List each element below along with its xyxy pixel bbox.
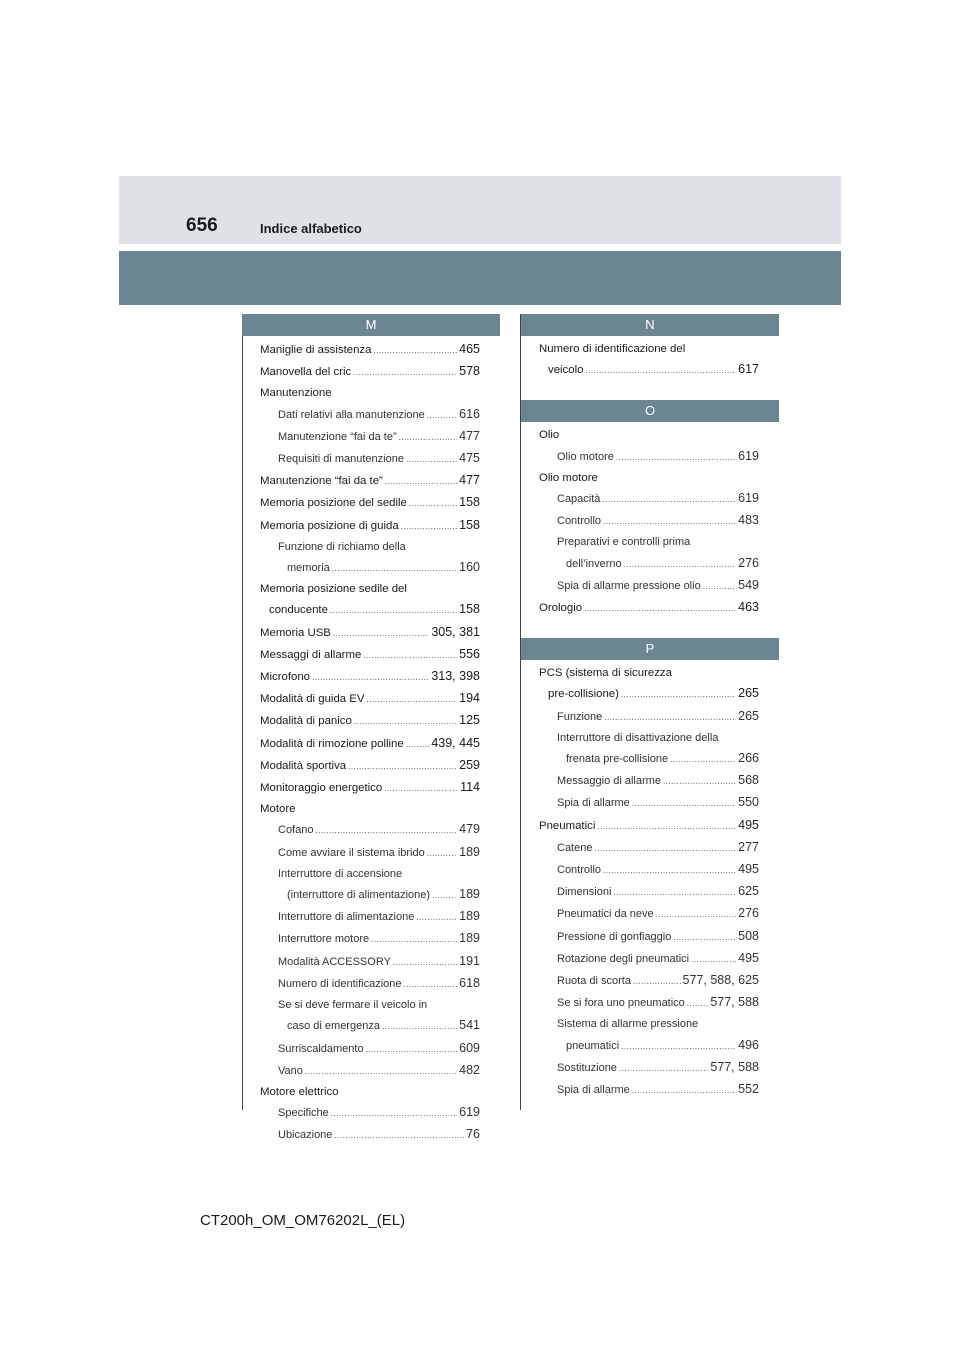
entry-page-ref[interactable]: 477: [459, 428, 480, 443]
dot-leader: [409, 494, 457, 514]
entry-label: Pneumatici da neve: [557, 908, 654, 921]
entry-page-ref[interactable]: 617: [738, 362, 759, 377]
index-entry: [260, 777, 480, 799]
index-entry: [539, 532, 759, 552]
dot-leader: [632, 1081, 736, 1101]
index-entry: [260, 1102, 480, 1124]
entry-label: Orologio: [539, 602, 583, 615]
entry-page-ref[interactable]: 625: [738, 884, 759, 899]
index-entry: [539, 663, 759, 683]
index-entry: [260, 799, 480, 819]
entry-page-ref[interactable]: 158: [459, 602, 480, 617]
dot-leader: [687, 994, 709, 1014]
entry-label: Preparativi e controlli prima: [557, 536, 691, 549]
entry-label: Spia di allarme: [557, 797, 630, 810]
index-entry: [539, 706, 759, 728]
dot-leader: [670, 750, 736, 770]
entry-page-ref[interactable]: 465: [459, 342, 480, 356]
entry-label: Dati relativi alla manutenzione: [278, 408, 425, 421]
index-entry: [539, 553, 759, 575]
index-entry: [539, 948, 759, 970]
letter-heading-o: O: [521, 400, 779, 422]
entry-page-ref[interactable]: 577, 588: [710, 995, 759, 1010]
document-code: CT200h_OM_OM76202L_(EL): [200, 1212, 406, 1229]
dot-leader: [404, 975, 458, 995]
dot-leader: [348, 757, 457, 777]
entry-page-ref[interactable]: 616: [459, 406, 480, 421]
index-entry: [539, 488, 759, 510]
dot-leader: [401, 517, 457, 537]
entry-page-ref[interactable]: 265: [738, 708, 759, 723]
entry-label: Modalità di panico: [260, 715, 352, 728]
dot-leader: [371, 930, 457, 950]
index-entry: [260, 339, 480, 361]
dot-leader: [393, 953, 457, 973]
entry-label: Se si deve fermare il veicolo in: [278, 999, 428, 1012]
right-column-rule: [520, 314, 521, 1110]
entry-label: caso di emergenza: [287, 1020, 380, 1033]
dot-leader: [603, 861, 736, 881]
index-entry: [260, 755, 480, 777]
index-entry: [260, 928, 480, 950]
index-entry: [539, 339, 759, 359]
entry-page-ref[interactable]: 191: [459, 953, 480, 968]
index-entry: [260, 557, 480, 579]
index-entry: [260, 383, 480, 403]
dot-leader: [584, 599, 736, 619]
index-entry: [260, 579, 480, 599]
entry-label: Controllo: [557, 864, 602, 877]
dot-leader: [406, 735, 430, 755]
index-entry: [539, 510, 759, 532]
index-entry: [260, 1038, 480, 1060]
dot-leader: [385, 472, 457, 492]
index-entry: [539, 970, 759, 992]
section-spacer: [530, 619, 759, 638]
dot-leader: [656, 905, 737, 925]
entry-page-ref[interactable]: 549: [738, 577, 759, 592]
entry-page-ref[interactable]: 158: [459, 517, 480, 532]
entry-page-ref[interactable]: 266: [738, 751, 759, 766]
section-spacer: [530, 381, 759, 400]
index-entry: [260, 1015, 480, 1037]
header-band: [119, 176, 841, 244]
dot-leader: [406, 450, 457, 470]
entry-label: dell’inverno: [566, 557, 622, 570]
index-entry: [260, 819, 480, 841]
entry-label: Modalità ACCESSORY: [278, 955, 391, 968]
entry-label: Manutenzione “fai da te”: [260, 475, 383, 488]
left-column-rule: [242, 314, 243, 1110]
dot-leader: [427, 406, 457, 426]
entry-page-ref[interactable]: 482: [459, 1062, 480, 1077]
index-entry: [260, 515, 480, 537]
entry-page-ref[interactable]: 114: [460, 780, 480, 795]
left-index-column: [251, 314, 480, 1147]
dot-leader: [633, 972, 681, 992]
index-entry: [260, 884, 480, 906]
entry-label: Se si fora uno pneumatico: [557, 997, 685, 1010]
entry-label: Vano: [278, 1064, 303, 1077]
index-entry: [260, 644, 480, 666]
entry-label: Surriscaldamento: [278, 1042, 364, 1055]
entry-page-ref[interactable]: 556: [459, 646, 480, 661]
entry-label: Interruttore di accensione: [278, 867, 403, 880]
index-entry: [260, 666, 480, 688]
entry-label: Ubicazione: [278, 1129, 333, 1142]
entry-page-ref[interactable]: 305, 381: [431, 624, 480, 639]
index-entry: [539, 992, 759, 1014]
entry-page-ref[interactable]: 158: [459, 495, 480, 510]
entry-label: memoria: [287, 562, 330, 575]
entry-page-ref[interactable]: 463: [738, 600, 759, 615]
entry-page-ref[interactable]: 495: [738, 862, 759, 877]
entry-page-ref[interactable]: 125: [459, 713, 480, 728]
entry-page-ref[interactable]: 265: [738, 686, 759, 701]
entry-label: Dimensioni: [557, 886, 612, 899]
index-entry: [539, 926, 759, 948]
dot-leader: [621, 685, 736, 705]
dot-leader: [663, 772, 736, 792]
index-entry: [539, 1057, 759, 1079]
dot-leader: [632, 794, 736, 814]
entry-page-ref[interactable]: 619: [738, 448, 759, 463]
index-entry: [260, 995, 480, 1015]
page-number: 656: [186, 215, 218, 236]
index-entry: [260, 404, 480, 426]
dot-leader: [353, 363, 457, 383]
index-entry: [260, 688, 480, 710]
dot-leader: [382, 1017, 457, 1037]
index-entry: [539, 468, 759, 488]
entry-label: Come avviare il sistema ibrido: [278, 846, 425, 859]
entry-label: Messaggio di allarme: [557, 775, 661, 788]
entry-label: Olio motore: [557, 450, 614, 463]
entry-page-ref[interactable]: 277: [738, 839, 759, 854]
entry-page-ref[interactable]: 189: [459, 909, 480, 924]
index-entry: [539, 597, 759, 619]
index-entry: [539, 446, 759, 468]
index-entry: [539, 683, 759, 705]
entry-label: Memoria posizione del sedile: [260, 497, 407, 510]
entry-page-ref[interactable]: 259: [459, 757, 480, 772]
index-entry: [260, 906, 480, 928]
index-entries-m: [251, 336, 480, 1147]
index-entry: [539, 815, 759, 837]
entry-page-ref[interactable]: 194: [459, 691, 480, 706]
entry-label: Modalità sportiva: [260, 759, 347, 772]
dot-leader: [332, 559, 457, 579]
index-entry: [260, 864, 480, 884]
entry-page-ref[interactable]: 578: [459, 364, 480, 379]
dot-leader: [366, 1040, 458, 1060]
entry-label: frenata pre-collisione: [566, 753, 669, 766]
dot-leader: [315, 821, 457, 841]
index-entry: [539, 359, 759, 381]
dot-leader: [597, 817, 736, 837]
entry-label: Pressione di gonfiaggio: [557, 930, 672, 943]
entry-page-ref[interactable]: 568: [738, 773, 759, 788]
entry-label: Ruota di scorta: [557, 975, 631, 988]
entry-label: Numero di identificazione: [278, 977, 402, 990]
letter-heading-n: N: [521, 314, 779, 336]
dot-leader: [354, 712, 457, 732]
entry-label: Controllo: [557, 515, 602, 528]
entry-page-ref[interactable]: 496: [738, 1037, 759, 1052]
dot-leader: [366, 690, 457, 710]
entry-page-ref[interactable]: 495: [738, 817, 759, 832]
entry-page-ref[interactable]: 495: [738, 950, 759, 965]
entry-label: Microfono: [260, 671, 311, 684]
dot-leader: [363, 646, 457, 666]
entry-label: veicolo: [548, 364, 584, 377]
entry-label: Interruttore motore: [278, 933, 370, 946]
index-entry: [260, 448, 480, 470]
dot-leader: [613, 883, 736, 903]
entry-page-ref[interactable]: 189: [459, 887, 480, 902]
index-entry: [539, 1014, 759, 1034]
entry-label: Pneumatici: [539, 819, 596, 832]
index-entry: [539, 903, 759, 925]
index-entries-o: [530, 422, 759, 619]
entry-label: Memoria USB: [260, 626, 331, 639]
index-entry: [260, 492, 480, 514]
entry-label: Memoria posizione di guida: [260, 519, 399, 532]
index-entry: [260, 1124, 480, 1146]
entry-label: Messaggi di allarme: [260, 648, 362, 661]
entry-label: Numero di identificazione del: [539, 343, 686, 355]
index-entry: [539, 1079, 759, 1101]
entry-label: Interruttore di alimentazione: [278, 911, 415, 924]
index-entry: [260, 361, 480, 383]
entry-label: Manutenzione: [260, 387, 332, 400]
entry-label: Catene: [557, 841, 593, 854]
entry-page-ref[interactable]: 479: [459, 822, 480, 837]
entry-label: Spia di allarme: [557, 1084, 630, 1097]
index-entry: [539, 881, 759, 903]
index-entries-n: [530, 336, 759, 381]
entry-label: Sistema di allarme pressione: [557, 1018, 699, 1031]
entry-page-ref[interactable]: 313, 398: [431, 669, 480, 684]
section-band: [119, 251, 841, 305]
entry-label: Olio motore: [539, 471, 598, 484]
entry-page-ref[interactable]: 541: [459, 1018, 480, 1033]
index-entry: [539, 728, 759, 748]
index-entry: [539, 575, 759, 597]
entry-label: Modalità di guida EV: [260, 693, 365, 706]
dot-leader: [594, 839, 736, 859]
right-index-column: [530, 314, 759, 1101]
entry-label: Funzione: [557, 710, 603, 723]
dot-leader: [603, 512, 736, 532]
index-entry: [539, 859, 759, 881]
entry-page-ref[interactable]: 160: [459, 560, 480, 575]
entry-label: Manutenzione “fai da te”: [278, 430, 397, 443]
entry-label: pneumatici: [566, 1039, 620, 1052]
dot-leader: [305, 1062, 457, 1082]
index-entry: [260, 426, 480, 448]
dot-leader: [619, 1059, 708, 1079]
dot-leader: [621, 1037, 736, 1057]
index-entry: [539, 837, 759, 859]
entry-page-ref[interactable]: 619: [738, 491, 759, 506]
dot-leader: [624, 555, 736, 575]
dot-leader: [416, 908, 457, 928]
dot-leader: [602, 490, 736, 510]
entry-page-ref[interactable]: 577, 588, 625: [682, 973, 759, 988]
entry-label: Capacità: [557, 493, 601, 506]
entry-page-ref[interactable]: 609: [459, 1040, 480, 1055]
entry-page-ref[interactable]: 76: [466, 1127, 480, 1142]
dot-leader: [373, 341, 457, 361]
index-entry: [260, 537, 480, 557]
index-entry: [260, 1082, 480, 1102]
entry-page-ref[interactable]: 618: [459, 975, 480, 990]
entry-label: Requisiti di manutenzione: [278, 453, 404, 466]
dot-leader: [691, 950, 736, 970]
entry-page-ref[interactable]: 577, 588: [710, 1059, 759, 1074]
dot-leader: [330, 601, 457, 621]
index-entry: [260, 733, 480, 755]
index-entry: [539, 748, 759, 770]
letter-heading-m: M: [242, 314, 500, 336]
entry-label: pre-collisione): [548, 688, 619, 701]
dot-leader: [399, 428, 458, 448]
entry-label: Sostituzione: [557, 1061, 617, 1074]
dot-leader: [673, 928, 736, 948]
index-entry: [260, 622, 480, 644]
index-entry: [260, 951, 480, 973]
dot-leader: [333, 624, 429, 644]
dot-leader: [585, 361, 736, 381]
entry-label: PCS (sistema di sicurezza: [539, 667, 672, 680]
index-entry: [260, 973, 480, 995]
entry-label: Maniglie di assistenza: [260, 344, 372, 356]
index-entry: [260, 842, 480, 864]
dot-leader: [604, 708, 736, 728]
dot-leader: [427, 844, 457, 864]
entry-label: (interruttore di alimentazione): [287, 889, 431, 902]
entry-label: Memoria posizione sedile del: [260, 583, 407, 596]
dot-leader: [616, 448, 736, 468]
index-entry: [260, 1060, 480, 1082]
entry-page-ref[interactable]: 189: [459, 844, 480, 859]
entry-label: Manovella del cric: [260, 366, 352, 379]
entry-label: Interruttore di disattivazione della: [557, 731, 719, 744]
entry-label: Motore: [260, 803, 296, 816]
index-entry: [539, 1035, 759, 1057]
entry-label: Funzione di richiamo della: [278, 540, 406, 553]
entry-page-ref[interactable]: 619: [459, 1105, 480, 1120]
entry-page-ref[interactable]: 477: [459, 473, 480, 488]
entry-page-ref[interactable]: 552: [738, 1082, 759, 1097]
index-entries-p: [530, 660, 759, 1101]
dot-leader: [703, 577, 736, 597]
entry-page-ref[interactable]: 483: [738, 513, 759, 528]
entry-label: Monitoraggio energetico: [260, 782, 383, 795]
entry-label: Specifiche: [278, 1107, 329, 1120]
entry-page-ref[interactable]: 276: [738, 555, 759, 570]
entry-label: Rotazione degli pneumatici: [557, 952, 690, 965]
entry-label: Olio: [539, 429, 560, 442]
dot-leader: [331, 1104, 457, 1124]
dot-leader: [384, 779, 458, 799]
header-title: Indice alfabetico: [260, 221, 362, 236]
entry-label: Cofano: [278, 824, 314, 837]
entry-page-ref[interactable]: 189: [459, 931, 480, 946]
index-entry: [539, 792, 759, 814]
index-entry: [260, 470, 480, 492]
letter-heading-p: P: [521, 638, 779, 660]
entry-label: Modalità di rimozione polline: [260, 737, 404, 750]
dot-leader: [334, 1126, 464, 1146]
entry-label: Spia di allarme pressione olio: [557, 579, 701, 592]
dot-leader: [432, 886, 457, 906]
index-entry: [539, 770, 759, 792]
entry-page-ref[interactable]: 439, 445: [431, 735, 480, 750]
entry-page-ref[interactable]: 475: [459, 451, 480, 466]
index-entry: [539, 425, 759, 445]
entry-label: conducente: [269, 604, 328, 617]
entry-page-ref[interactable]: 276: [738, 906, 759, 921]
index-entry: [260, 599, 480, 621]
index-entry: [260, 710, 480, 732]
entry-page-ref[interactable]: 508: [738, 928, 759, 943]
dot-leader: [312, 668, 429, 688]
entry-page-ref[interactable]: 550: [738, 795, 759, 810]
entry-label: Motore elettrico: [260, 1085, 339, 1098]
